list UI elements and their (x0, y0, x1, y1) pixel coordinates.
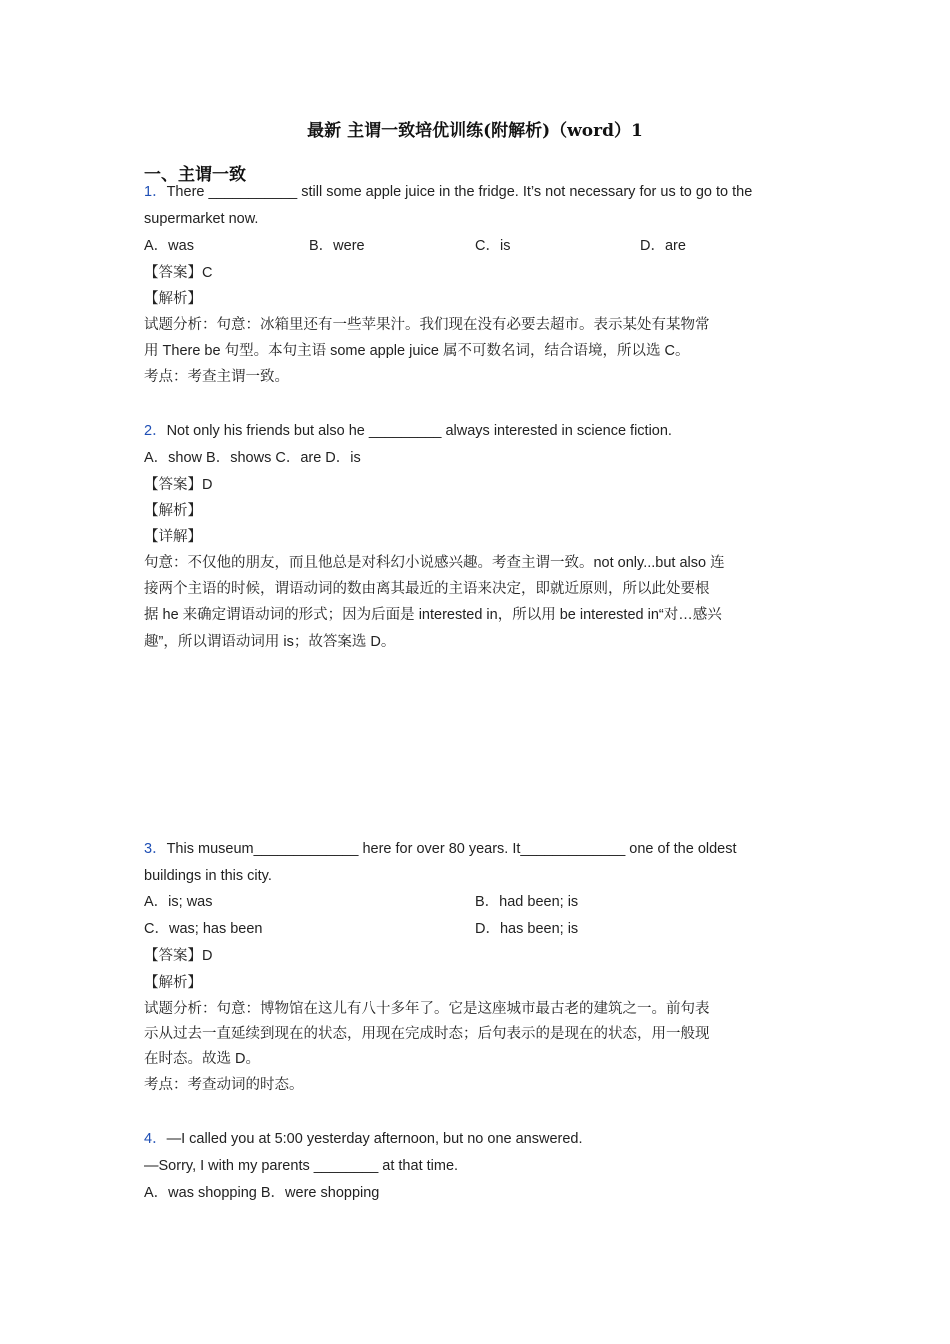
document-title: 最新 主谓一致培优训练(附解析)（word）1 (307, 121, 643, 141)
question-1-number: 1． (144, 184, 167, 200)
question-3-analysis-label: 【解析】 (144, 975, 202, 991)
question-3-analysis-line: 在时态。故选 D。 (144, 1051, 260, 1067)
question-2-analysis-label: 【解析】 (144, 503, 202, 519)
question-3-option-c: C．was; has been (144, 921, 263, 937)
section-heading: 一、主谓一致 (144, 165, 246, 185)
question-3-answer: 【答案】D (144, 948, 213, 964)
question-1-stem-line-2: supermarket now. (144, 211, 259, 227)
question-4-options: A．was shopping B．were shopping (144, 1185, 380, 1201)
question-1-option-c: C．is (475, 238, 511, 254)
question-4-stem-line-2: —Sorry, I with my parents ________ at that time. (144, 1158, 459, 1174)
question-3-number: 3． (144, 841, 167, 857)
question-1-option-a: A．was (144, 238, 194, 254)
question-2-analysis-line: 趣”，所以谓语动词用 is；故答案选 D。 (144, 634, 396, 650)
question-1-analysis-line: 试题分析：句意：冰箱里还有一些苹果汁。我们现在没有必要去超市。表示某处有某物常 (144, 317, 710, 333)
question-2-analysis-line: 句意：不仅他的朋友，而且他总是对科幻小说感兴趣。考查主谓一致。not only...but also 连 (144, 555, 725, 571)
question-1-analysis-label: 【解析】 (144, 291, 202, 307)
question-1-stem-line-1: 1．There ___________ still some apple juice in the fridge. It’s not necessary for us to go to the (144, 184, 753, 200)
question-3-analysis-line: 考点：考查动词的时态。 (144, 1077, 304, 1093)
question-2-analysis-line: 接两个主语的时候，谓语动词的数由离其最近的主语来决定，即就近原则，所以此处要根 (144, 581, 710, 597)
question-2-analysis-line: 据 he 来确定谓语动词的形式；因为后面是 interested in，所以用 be interested in“对…感兴 (144, 607, 722, 623)
question-1-option-b: B．were (309, 238, 365, 254)
question-4-stem-line-1: 4．—I called you at 5:00 yesterday afternoon, but no one answered. (144, 1131, 583, 1147)
question-3-option-b: B．had been; is (475, 894, 579, 910)
question-2-stem: 2．Not only his friends but also he _________ always interested in science fiction. (144, 423, 672, 439)
question-1-analysis-line: 用 There be 句型。本句主语 some apple juice 属不可数名词，结合语境，所以选 C。 (144, 343, 690, 359)
question-2-detail-label: 【详解】 (144, 529, 202, 545)
question-1-answer: 【答案】C (144, 265, 213, 281)
question-3-stem-line-2: buildings in this city. (144, 868, 272, 884)
question-2-answer: 【答案】D (144, 477, 213, 493)
question-1-option-d: D．are (640, 238, 686, 254)
question-3-option-a: A．is; was (144, 894, 213, 910)
question-3-analysis-line: 示从过去一直延续到现在的状态，用现在完成时态；后句表示的是现在的状态，用一般现 (144, 1026, 710, 1042)
question-3-option-d: D．has been; is (475, 921, 579, 937)
question-2-options: A．show B．shows C．are D．is (144, 450, 361, 466)
question-2-number: 2． (144, 423, 167, 439)
question-1-analysis-line: 考点：考查主谓一致。 (144, 369, 289, 385)
question-4-number: 4． (144, 1131, 167, 1147)
question-3-stem-line-1: 3．This museum_____________ here for over 80 years. It_____________ one of the oldest (144, 841, 737, 857)
question-3-analysis-line: 试题分析：句意：博物馆在这儿有八十多年了。它是这座城市最古老的建筑之一。前句表 (144, 1001, 710, 1017)
